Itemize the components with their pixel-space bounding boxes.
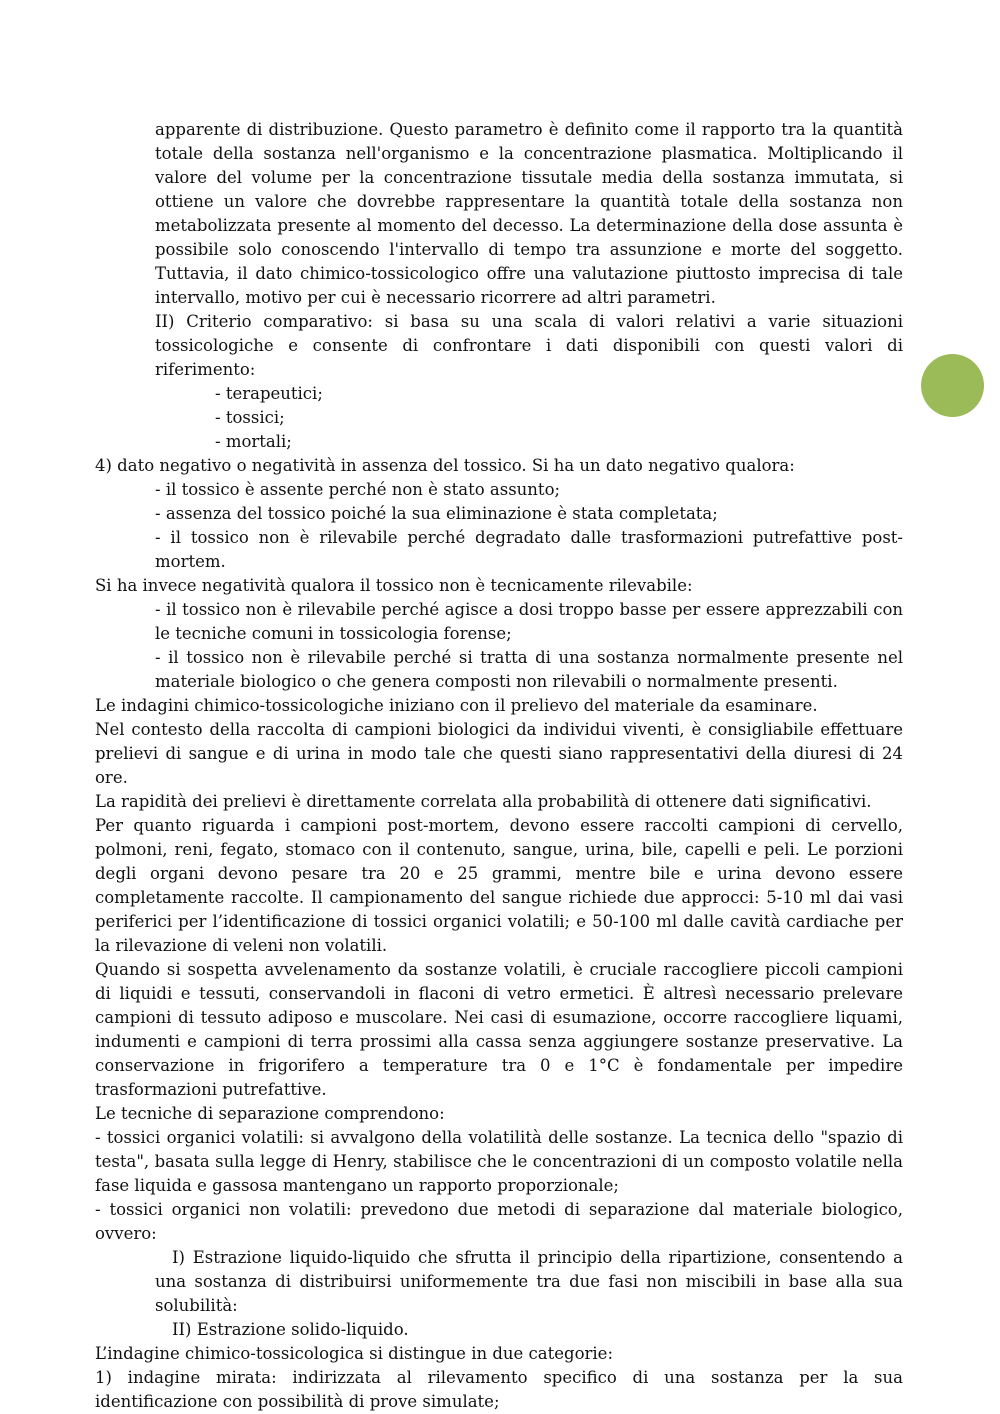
- list-item-toxic: - tossici;: [215, 408, 285, 427]
- paragraph-post-mortem-samples: Per quanto riguarda i campioni post-mortem, devono essere raccolti campioni di cervello, polmoni, reni, fegato, stomaco con il contenuto, sangue, urina, bile, capelli e peli. Le porzioni degli organi devono pesare tra 20 e 25 grammi, mentre bile e urina devono essere completamente raccolte. Il campionamento del sangue richiede due approcci: 5-10 ml dai vasi periferici per l’identificazione di tossici organici volatili; e 50-100 ml dalle cavità cardiache per la rilevazione di veleni non volatili.: [95, 816, 903, 955]
- paragraph-volume-distribution: apparente di distribuzione. Questo parametro è definito come il rapporto tra la quantità totale della sostanza nell'organismo e la concentrazione plasmatica. Moltiplicando il valore del volume per la concentrazione tissutale media della sostanza immutata, si ottiene un valore che dovrebbe rappresentare la quantità totale della sostanza non metabolizzata presente al momento del decesso. La determinazione della dose assunta è possibile solo conoscendo l'intervallo di tempo tra assunzione e morte del soggetto. Tuttavia, il dato chimico-tossicologico offre una valutazione piuttosto imprecisa di tale intervallo, motivo per cui è necessario ricorrere ad altri parametri.: [155, 120, 903, 307]
- list-item-not-taken: - il tossico è assente perché non è stato assunto;: [155, 480, 561, 499]
- list-item-normally-present: - il tossico non è rilevabile perché si tratta di una sostanza normalmente presente nel materiale biologico o che genera composti non rilevabili o normalmente presenti.: [155, 648, 903, 691]
- list-item-volatile-organics: - tossici organici volatili: si avvalgono della volatilità delle sostanze. La tecnica dello "spazio di testa", basata sulla legge di Henry, stabilisce che le concentrazioni di un composto volatile nella fase liquida e gassosa mantengano un rapporto proporzionale;: [95, 1128, 903, 1195]
- paragraph-sampling-speed: La rapidità dei prelievi è direttamente correlata alla probabilità di ottenere dati significativi.: [95, 792, 872, 811]
- paragraph-separation-techniques: Le tecniche di separazione comprendono:: [95, 1104, 445, 1123]
- list-item-targeted-investigation: 1) indagine mirata: indirizzata al rilevamento specifico di una sostanza per la sua identificazione con possibilità di prove simulate;: [95, 1368, 903, 1411]
- paragraph-investigation-categories: L’indagine chimico-tossicologica si distingue in due categorie:: [95, 1344, 614, 1363]
- paragraph-volatile-poisoning: Quando si sospetta avvelenamento da sostanze volatili, è cruciale raccogliere piccoli campioni di liquidi e tessuti, conservandoli in flaconi di vetro ermetici. È altresì necessario prelevare campioni di tessuto adiposo e muscolare. Nei casi di esumazione, occorre raccogliere liquami, indumenti e campioni di terra prossimi alla cassa senza aggiungere sostanze preservative. La conservazione in frigorifero a temperature tra 0 e 1°C è fondamentale per impedire trasformazioni putrefattive.: [95, 960, 903, 1099]
- paragraph-living-samples: Nel contesto della raccolta di campioni biologici da individui viventi, è consigliabile effettuare prelievi di sangue e di urina in modo tale che questi siano rappresentativi della diuresi di 24 ore.: [95, 720, 903, 787]
- list-item-liquid-extraction: I) Estrazione liquido-liquido che sfrutta il principio della ripartizione, consentendo a una sostanza di distribuirsi uniformemente tra due fasi non miscibili in base alla sua solubilità:: [155, 1248, 903, 1315]
- paragraph-sampling-start: Le indagini chimico-tossicologiche iniziano con il prelievo del materiale da esaminare.: [95, 696, 818, 715]
- paragraph-comparative-criterion: II) Criterio comparativo: si basa su una scala di valori relativi a varie situazioni tossicologiche e consente di confrontare i dati disponibili con questi valori di riferimento:: [155, 312, 903, 379]
- list-item-eliminated: - assenza del tossico poiché la sua eliminazione è stata completata;: [155, 504, 718, 523]
- page-body-text: [95, 118, 903, 1414]
- list-item-degraded: - il tossico non è rilevabile perché degradato dalle trasformazioni putrefattive post-mortem.: [155, 528, 903, 571]
- list-item-non-volatile-organics: - tossici organici non volatili: prevedono due metodi di separazione dal materiale biologico, ovvero:: [95, 1200, 903, 1243]
- green-circle-decoration: [921, 354, 984, 417]
- list-item-low-doses: - il tossico non è rilevabile perché agisce a dosi troppo basse per essere apprezzabili con le tecniche comuni in tossicologia forense;: [155, 600, 903, 643]
- list-item-mortal: - mortali;: [215, 432, 292, 451]
- list-item-therapeutic: - terapeutici;: [215, 384, 323, 403]
- paragraph-technical-negativity: Si ha invece negatività qualora il tossico non è tecnicamente rilevabile:: [95, 576, 693, 595]
- list-item-solid-extraction: II) Estrazione solido-liquido.: [172, 1320, 409, 1339]
- paragraph-negative-data: 4) dato negativo o negatività in assenza del tossico. Si ha un dato negativo qualora:: [95, 456, 795, 475]
